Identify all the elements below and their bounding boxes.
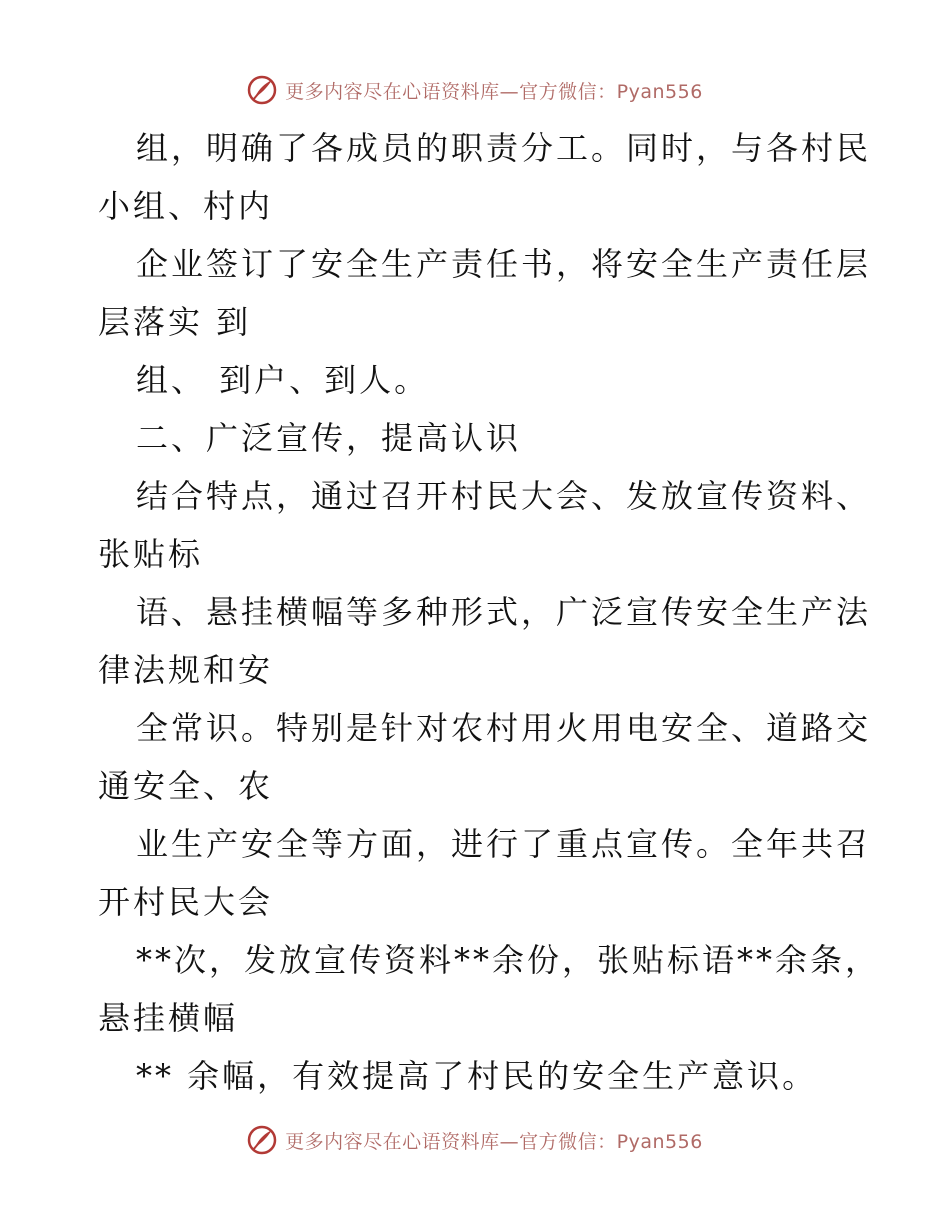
body-line: ** 余幅，有效提高了村民的安全生产意识。 (136, 1057, 818, 1095)
body-line: 结合特点，通过召开村民大会、发放宣传资料、 (136, 477, 872, 515)
quill-logo-icon (247, 1125, 277, 1155)
watermark-text: 更多内容尽在心语资料库—官方微信：Pyan556 (285, 1130, 703, 1153)
section-heading: 二、广泛宣传，提高认识 (136, 419, 522, 457)
footer-watermark (0, 1120, 950, 1160)
body-line: 组，明确了各成员的职责分工。同时，与各村民 (136, 129, 872, 167)
quill-logo-icon (247, 75, 277, 105)
body-line: 全常识。特别是针对农村用火用电安全、道路交 (136, 709, 872, 747)
body-line: 律法规和安 (98, 651, 274, 689)
body-line: **次，发放宣传资料**余份，张贴标语**余条， (136, 941, 881, 979)
body-line: 企业签订了安全生产责任书，将安全生产责任层 (136, 245, 872, 283)
body-line: 通安全、农 (98, 767, 274, 805)
body-line: 层落实 到 (98, 303, 252, 341)
header-watermark (0, 70, 950, 110)
body-line: 悬挂横幅 (98, 999, 239, 1037)
body-line: 业生产安全等方面，进行了重点宣传。全年共召 (136, 825, 872, 863)
body-line: 开村民大会 (98, 883, 274, 921)
watermark-text: 更多内容尽在心语资料库—官方微信：Pyan556 (285, 80, 703, 103)
body-line: 语、悬挂横幅等多种形式，广泛宣传安全生产法 (136, 593, 872, 631)
body-line: 组、 到户、到人。 (136, 361, 430, 399)
body-line: 张贴标 (98, 535, 204, 573)
body-line: 小组、村内 (98, 187, 274, 225)
